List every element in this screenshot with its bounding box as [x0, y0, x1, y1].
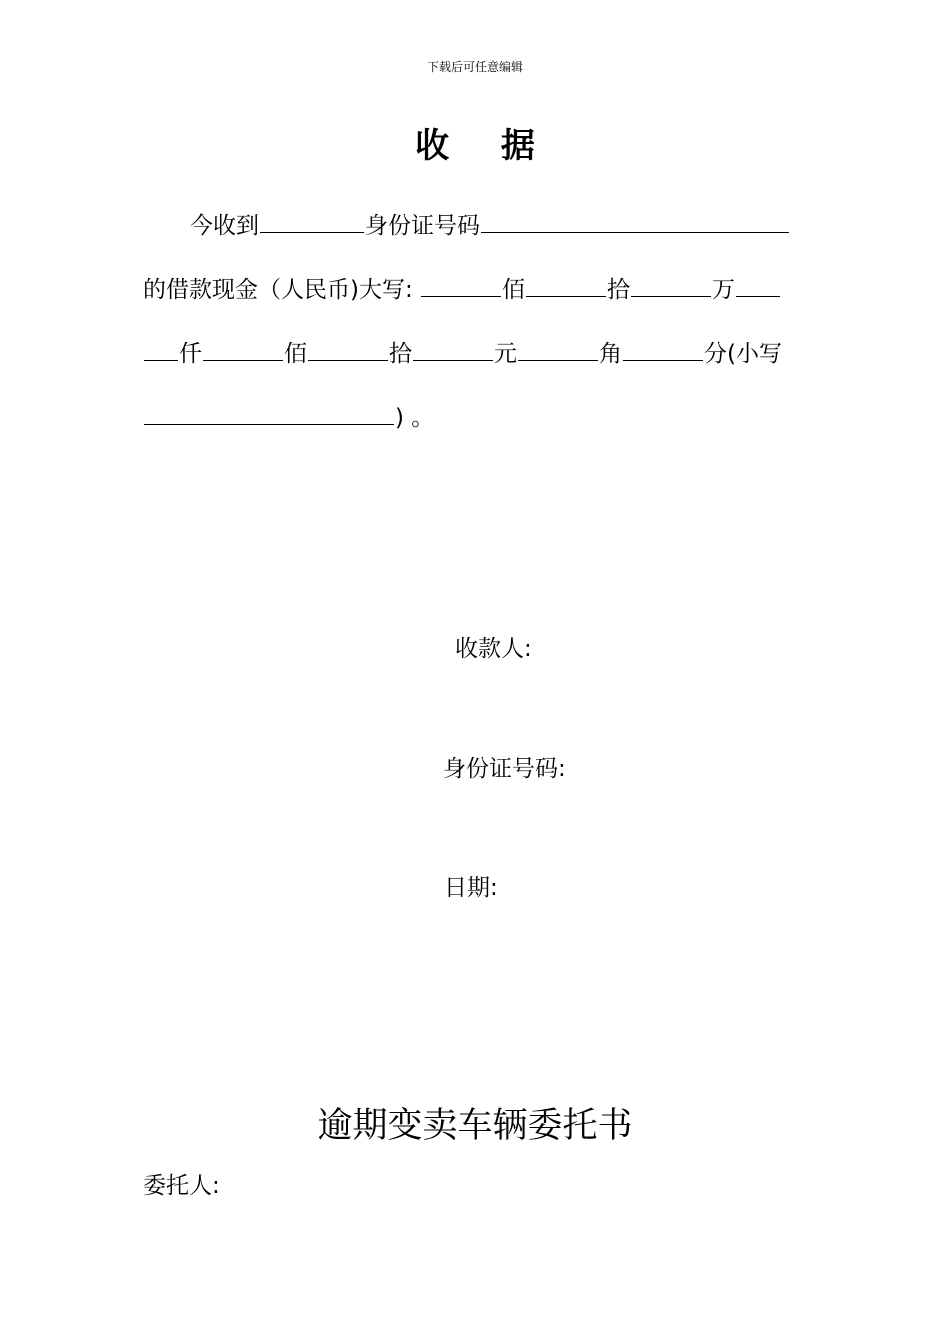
jiao-blank[interactable] — [518, 338, 598, 361]
id-number-blank[interactable] — [481, 210, 789, 233]
unit-shi-1: 拾 — [607, 277, 631, 303]
ten-million-blank[interactable] — [526, 274, 606, 297]
unit-shi-2: 拾 — [389, 341, 412, 367]
receipt-line-4 — [143, 402, 434, 433]
unit-qian: 仟 — [179, 341, 202, 367]
id-number-label: 身份证号码 — [365, 213, 480, 239]
thousand-blank[interactable] — [144, 338, 178, 361]
amount-uppercase-label: 的借款现金（人民币)大写: — [143, 277, 413, 303]
receipt-line-3 — [143, 338, 782, 369]
payee-id-label: 身份证号码: — [443, 756, 566, 782]
hundred-million-blank[interactable] — [421, 274, 501, 297]
date-label: 日期: — [444, 875, 498, 901]
yuan-blank[interactable] — [413, 338, 493, 361]
unit-wan: 万 — [712, 277, 736, 303]
unit-bai-1: 佰 — [502, 277, 526, 303]
entrust-title: 逾期变卖车辆委托书 — [317, 1106, 633, 1146]
hundred-blank[interactable] — [203, 338, 283, 361]
ten-blank[interactable] — [308, 338, 388, 361]
receipt-line-1 — [190, 210, 790, 241]
ten-thousand-blank[interactable] — [631, 274, 711, 297]
fen-blank[interactable] — [623, 338, 703, 361]
unit-bai-2: 佰 — [284, 341, 307, 367]
line2-tail-blank[interactable] — [736, 274, 780, 297]
payer-name-blank[interactable] — [260, 210, 364, 233]
received-from-label: 今收到 — [190, 213, 259, 239]
line4-close: ) 。 — [395, 405, 435, 431]
payee-label: 收款人: — [455, 636, 532, 662]
amount-lowercase-blank[interactable] — [144, 402, 394, 425]
unit-fen-lowercase-open: 分(小写 — [704, 341, 782, 367]
unit-jiao: 角 — [599, 341, 622, 367]
receipt-title: 收 据 — [415, 126, 555, 166]
unit-yuan: 元 — [494, 341, 517, 367]
receipt-line-2 — [143, 274, 781, 305]
principal-label: 委托人: — [143, 1173, 220, 1199]
header-note: 下载后可任意编辑 — [426, 60, 523, 74]
